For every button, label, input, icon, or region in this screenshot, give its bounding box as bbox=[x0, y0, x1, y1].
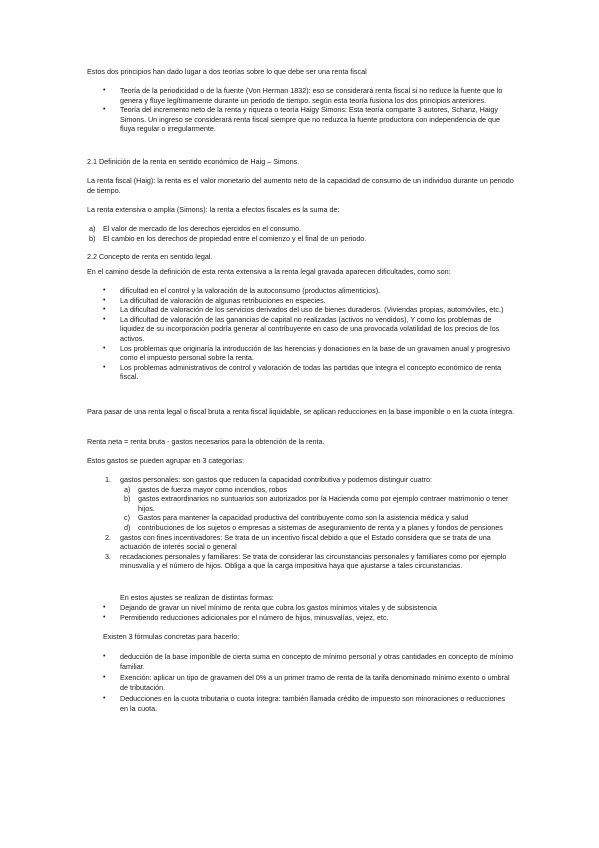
list-item: • La dificultad de valoración de los servicios derivados del uso de bienes duraderos. (Viviendas propias, automóviles, etc.) bbox=[87, 305, 515, 315]
item-text: gastos personales: son gastos que reducen la capacidad contributiva y podemos distinguir cuatro: bbox=[120, 475, 433, 484]
item-number: 1. bbox=[105, 475, 111, 484]
grupos-intro: Estos gastos se pueden agrupar en 3 categorías: bbox=[87, 456, 245, 465]
list-item bbox=[87, 224, 515, 234]
section-heading-2-2: 2.2 Concepto de renta en sentido legal. bbox=[87, 252, 213, 261]
list-item: • dificultad en el control y la valoración de la autoconsumo (productos alimenticios). bbox=[87, 286, 515, 296]
list-item bbox=[87, 494, 515, 513]
simons-definition: La renta extensiva o amplia (Simons): la renta a efectos fiscales es la suma de: bbox=[87, 205, 340, 214]
list-item bbox=[87, 533, 515, 552]
item-text: recadaciones personales y familiares: Se trata de considerar las circunstancias personales y familiares como por ejemplo minusvalía y el número de hijos. Obliga a que la carga impositiva haya que ajustarse a tales circunstancias. bbox=[120, 551, 507, 571]
haig-definition: La renta fiscal (Haig): la renta es el valor monetario del aumento neto de la capacidad de consumo de un individuo durante un periodo de tiempo. bbox=[87, 176, 514, 195]
formulas-list bbox=[87, 652, 515, 714]
item-letter: b) bbox=[124, 494, 131, 504]
list-item: • deducción de la base imponible de cierta suma en concepto de mínimo personal y otras cantidades en concepto de mínimo familiar. bbox=[87, 652, 515, 671]
item-letter: d) bbox=[124, 522, 131, 532]
list-item: • La dificultad de valoración de algunas retribuciones en especies. bbox=[87, 296, 515, 306]
list-item: • Deducciones en la cuota tributaria o cuota íntegra: también llamada crédito de impuesto son minoraciones o reducciones en la cuota. bbox=[87, 694, 515, 713]
item-text: gastos con fines incentivadores: Se trata de un incentivo fiscal debido a que el Estado considera que se trata de una actuación de interés social o general bbox=[120, 532, 491, 552]
list-item: • Exención: aplicar un tipo de gravamen del 0% a un primer tramo de renta de la tarifa denominado mínimo exento o umbral de tributación. bbox=[87, 673, 515, 692]
item-letter: a) bbox=[124, 484, 131, 494]
sub-list bbox=[87, 485, 515, 533]
list-item: • Permitiendo reducciones adicionales por el número de hijos, minusvalías, vejez, etc. bbox=[87, 613, 515, 623]
item-text: Gastos para mantener la capacidad productiva del contribuyente como son la asistencia médica y salud bbox=[138, 513, 469, 523]
list-item bbox=[87, 513, 515, 523]
item-letter: b) bbox=[89, 233, 96, 243]
list-item: • Los problemas administrativos de control y valoración de todas las partidas que integra el concepto económico de renta fiscal. bbox=[87, 363, 515, 382]
list-item bbox=[87, 485, 515, 495]
item-letter: a) bbox=[89, 224, 96, 233]
ajustes-list bbox=[87, 603, 515, 622]
para-pasar-paragraph: Para pasar de una renta legal o fiscal bruta a renta fiscal liquidable, se aplican reducciones en la base imponible o en la cuota íntegra. bbox=[87, 407, 515, 416]
list-item bbox=[87, 475, 515, 533]
list-item bbox=[87, 234, 515, 244]
item-letter: c) bbox=[124, 513, 130, 523]
difficulties-intro: En el camino desde la definición de esta renta extensiva a la renta legal gravada aparecen dificultades, como son: bbox=[87, 267, 451, 276]
simons-items bbox=[87, 224, 515, 243]
formulas-intro: Existen 3 fórmulas concretas para hacerlo: bbox=[103, 632, 240, 641]
item-text: gastos de fuerza mayor como incendios, robos bbox=[138, 484, 288, 494]
item-text: contribuciones de los sujetos o empresas a sistemas de aseguramiento de renta y a planes y fondos de pensiones bbox=[138, 522, 503, 532]
theories-list bbox=[87, 86, 515, 134]
list-item: • La dificultad de valoración de las ganancias de capital no realizadas (activos no vendidos), Y como los problemas de liquidez de su incorporación podría generar al contribuyente en caso de una provocada volatilidad de los precios de los activos. bbox=[87, 315, 515, 344]
ajustes-intro: En estos ajustes se realizan de distintas formas: bbox=[120, 593, 274, 602]
section-heading-2-1: 2.1 Definición de la renta en sentido económico de Haig – Simons. bbox=[87, 157, 300, 166]
item-number: 2. bbox=[105, 532, 111, 542]
list-item bbox=[87, 552, 515, 571]
item-number: 3. bbox=[105, 551, 111, 561]
list-item: • Teoría de la periodicidad o de la fuente (Von Herman 1832): eso se considerará renta fiscal si no reduce la fuente que lo genera y fluye legítimamente durante un periodo de tiempo. según esta teoría fusiona los dos principios anteriores. bbox=[87, 86, 515, 105]
difficulties-list bbox=[87, 286, 515, 382]
list-item bbox=[87, 523, 515, 533]
renta-neta-formula: Renta neta = renta bruta - gastos necesarios para la obtención de la renta. bbox=[87, 437, 325, 446]
expense-groups-list bbox=[87, 475, 515, 571]
item-text: El valor de mercado de los derechos ejercidos en el consumo. bbox=[103, 224, 302, 233]
list-item: • Dejando de gravar un nivel mínimo de renta que cubra los gastos mínimos vitales y de subsistencia bbox=[87, 603, 515, 613]
intro-paragraph: Estos dos principios han dado lugar a dos teorías sobre lo que debe ser una renta fiscal bbox=[87, 67, 367, 76]
item-text: gastos extraordinarios no suntuarios son autorizados por la Hacienda como por ejemplo contraer matrimonio o tener hijos. bbox=[138, 494, 509, 513]
list-item: • Los problemas que originaría la introducción de las herencias y donaciones en la base de un gravamen anual y progresivo como el impuesto personal sobre la renta. bbox=[87, 344, 515, 363]
item-text: El cambio en los derechos de propiedad entre el comienzo y el final de un periodo. bbox=[103, 233, 367, 243]
list-item: • Teoría del incremento neto de la renta y riqueza o teoría Haigy Simons: Esta teoría comparte 3 autores, Schanz, Haigy Simons. Un ingreso se considerará renta fiscal siempre que no reduzca la fuente productora con independencia de que fluya regular o irregularmente. bbox=[87, 105, 515, 134]
